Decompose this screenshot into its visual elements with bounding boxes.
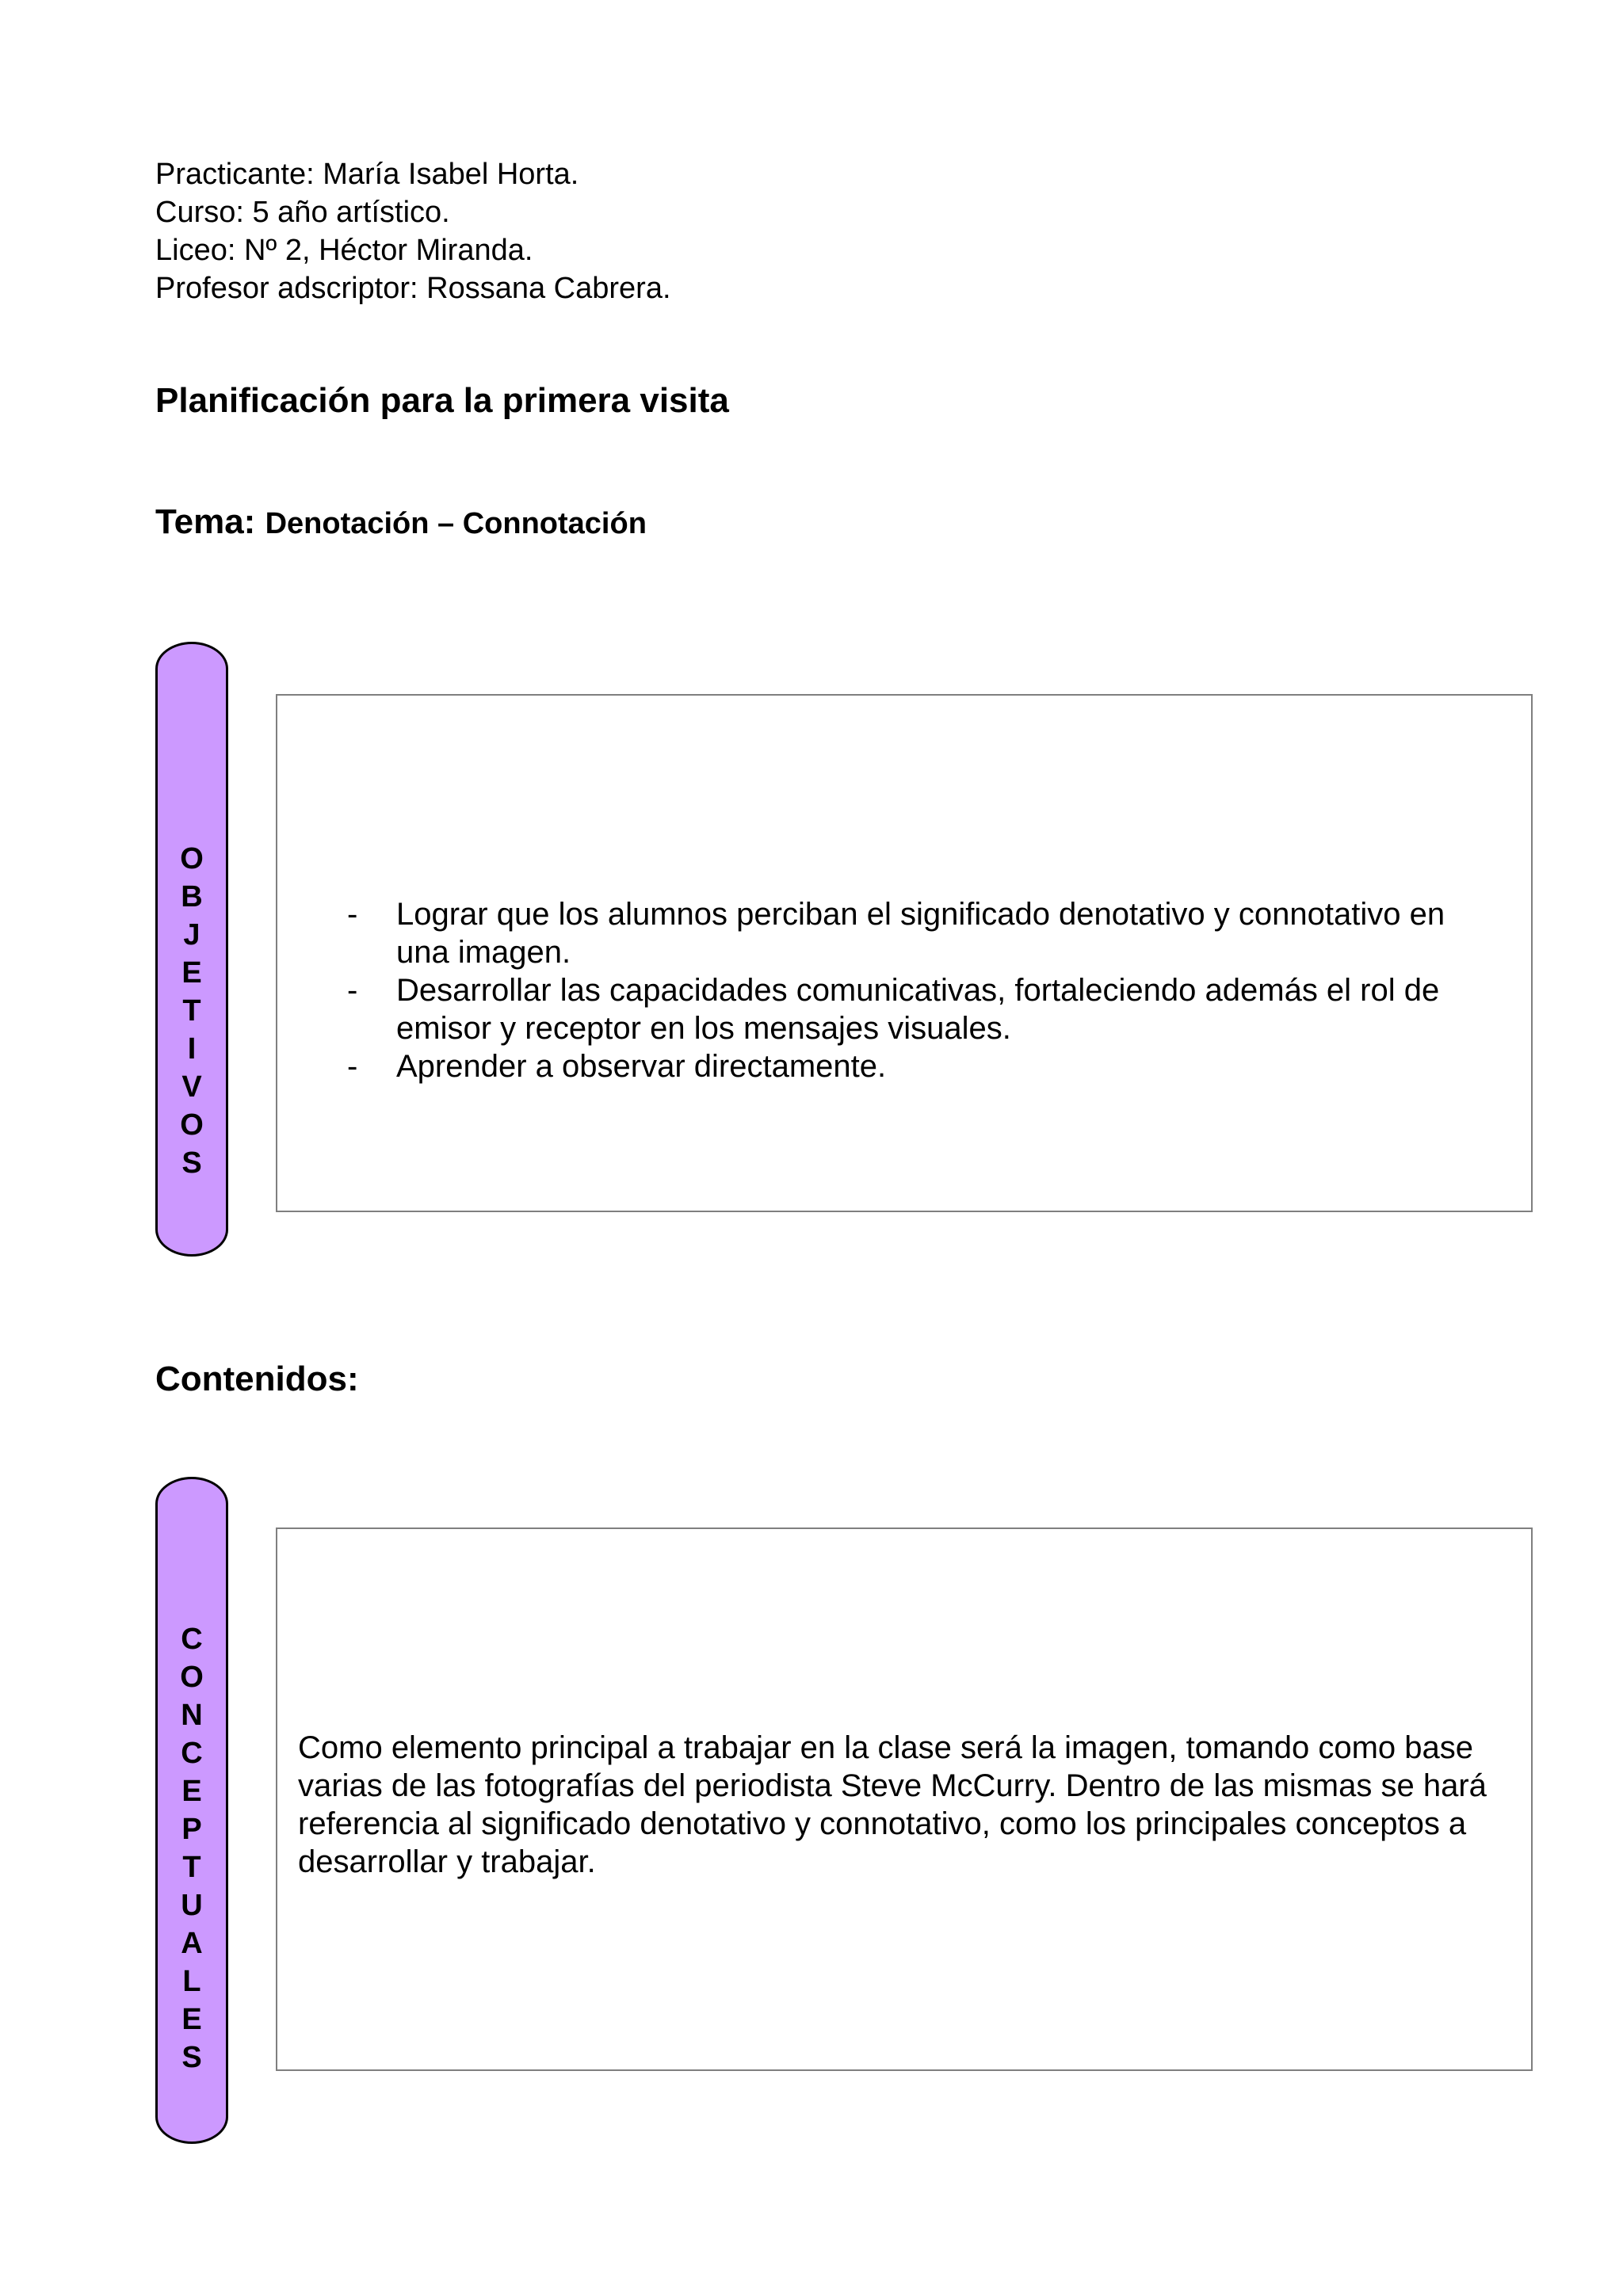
tab-letter: T [182, 1851, 201, 1884]
objetivo-text: Lograr que los alumnos perciban el significado denotativo y connotativo en una imagen. [396, 897, 1445, 970]
conceptuales-box [276, 1527, 1533, 2071]
tab-letter: O [180, 1661, 204, 1694]
tab-letter: B [181, 880, 203, 913]
list-item [347, 971, 1499, 1047]
tab-letter: S [181, 2041, 202, 2074]
objetivo-text: Desarrollar las capacidades comunicativas, fortaleciendo además el rol de emisor y receptor en los mensajes visuales. [396, 973, 1440, 1046]
tab-letter: N [181, 1699, 203, 1732]
planificacion-title: Planificación para la primera visita [155, 381, 729, 420]
tab-letter: L [182, 1965, 201, 1998]
tab-letter: V [181, 1070, 202, 1104]
tab-letter: C [181, 1737, 203, 1770]
bullet-dash: - [347, 897, 358, 932]
conceptuales-tab [155, 1477, 228, 2144]
tab-letter: E [181, 956, 202, 990]
tab-letter: E [181, 1775, 202, 1808]
tab-letter: P [181, 1813, 202, 1846]
tab-letter: E [181, 2003, 202, 2036]
tema-heading [155, 502, 647, 542]
bullet-dash: - [347, 1049, 358, 1084]
conceptuales-tab-letters [158, 1620, 226, 2077]
contenidos-title: Contenidos: [155, 1360, 359, 1398]
objetivos-box [276, 694, 1533, 1212]
curso-line: Curso: 5 año artístico. [155, 196, 450, 229]
tab-letter: O [180, 842, 204, 875]
tab-letter: T [182, 994, 201, 1028]
list-item [347, 1047, 1499, 1085]
tab-letter: A [181, 1927, 203, 1960]
objetivos-tab [155, 642, 228, 1257]
tab-letter: I [187, 1032, 197, 1066]
conceptuales-text: Como elemento principal a trabajar en la clase será la imagen, tomando como base varias de las fotografías del periodista Steve McCurry. Dentro de las mismas se hará referencia al significado denotativo y connotativo, como los principales conceptos a desarrollar y trabajar. [298, 1730, 1487, 1879]
objetivos-tab-letters [158, 840, 226, 1182]
list-item [347, 895, 1499, 971]
liceo-line: Liceo: Nº 2, Héctor Miranda. [155, 234, 533, 267]
tab-letter: J [183, 918, 200, 952]
profesor-line: Profesor adscriptor: Rossana Cabrera. [155, 272, 671, 305]
tab-letter: U [181, 1889, 203, 1922]
practicante-line: Practicante: María Isabel Horta. [155, 158, 579, 191]
header-info [155, 155, 671, 307]
tab-letter: C [181, 1623, 203, 1656]
tab-letter: O [180, 1108, 204, 1142]
bullet-dash: - [347, 973, 358, 1008]
objetivo-text: Aprender a observar directamente. [396, 1049, 887, 1084]
objetivos-list [347, 895, 1499, 1085]
tema-value: Denotación – Connotación [265, 507, 647, 540]
tema-label: Tema: [155, 502, 256, 541]
tab-letter: S [181, 1146, 202, 1180]
